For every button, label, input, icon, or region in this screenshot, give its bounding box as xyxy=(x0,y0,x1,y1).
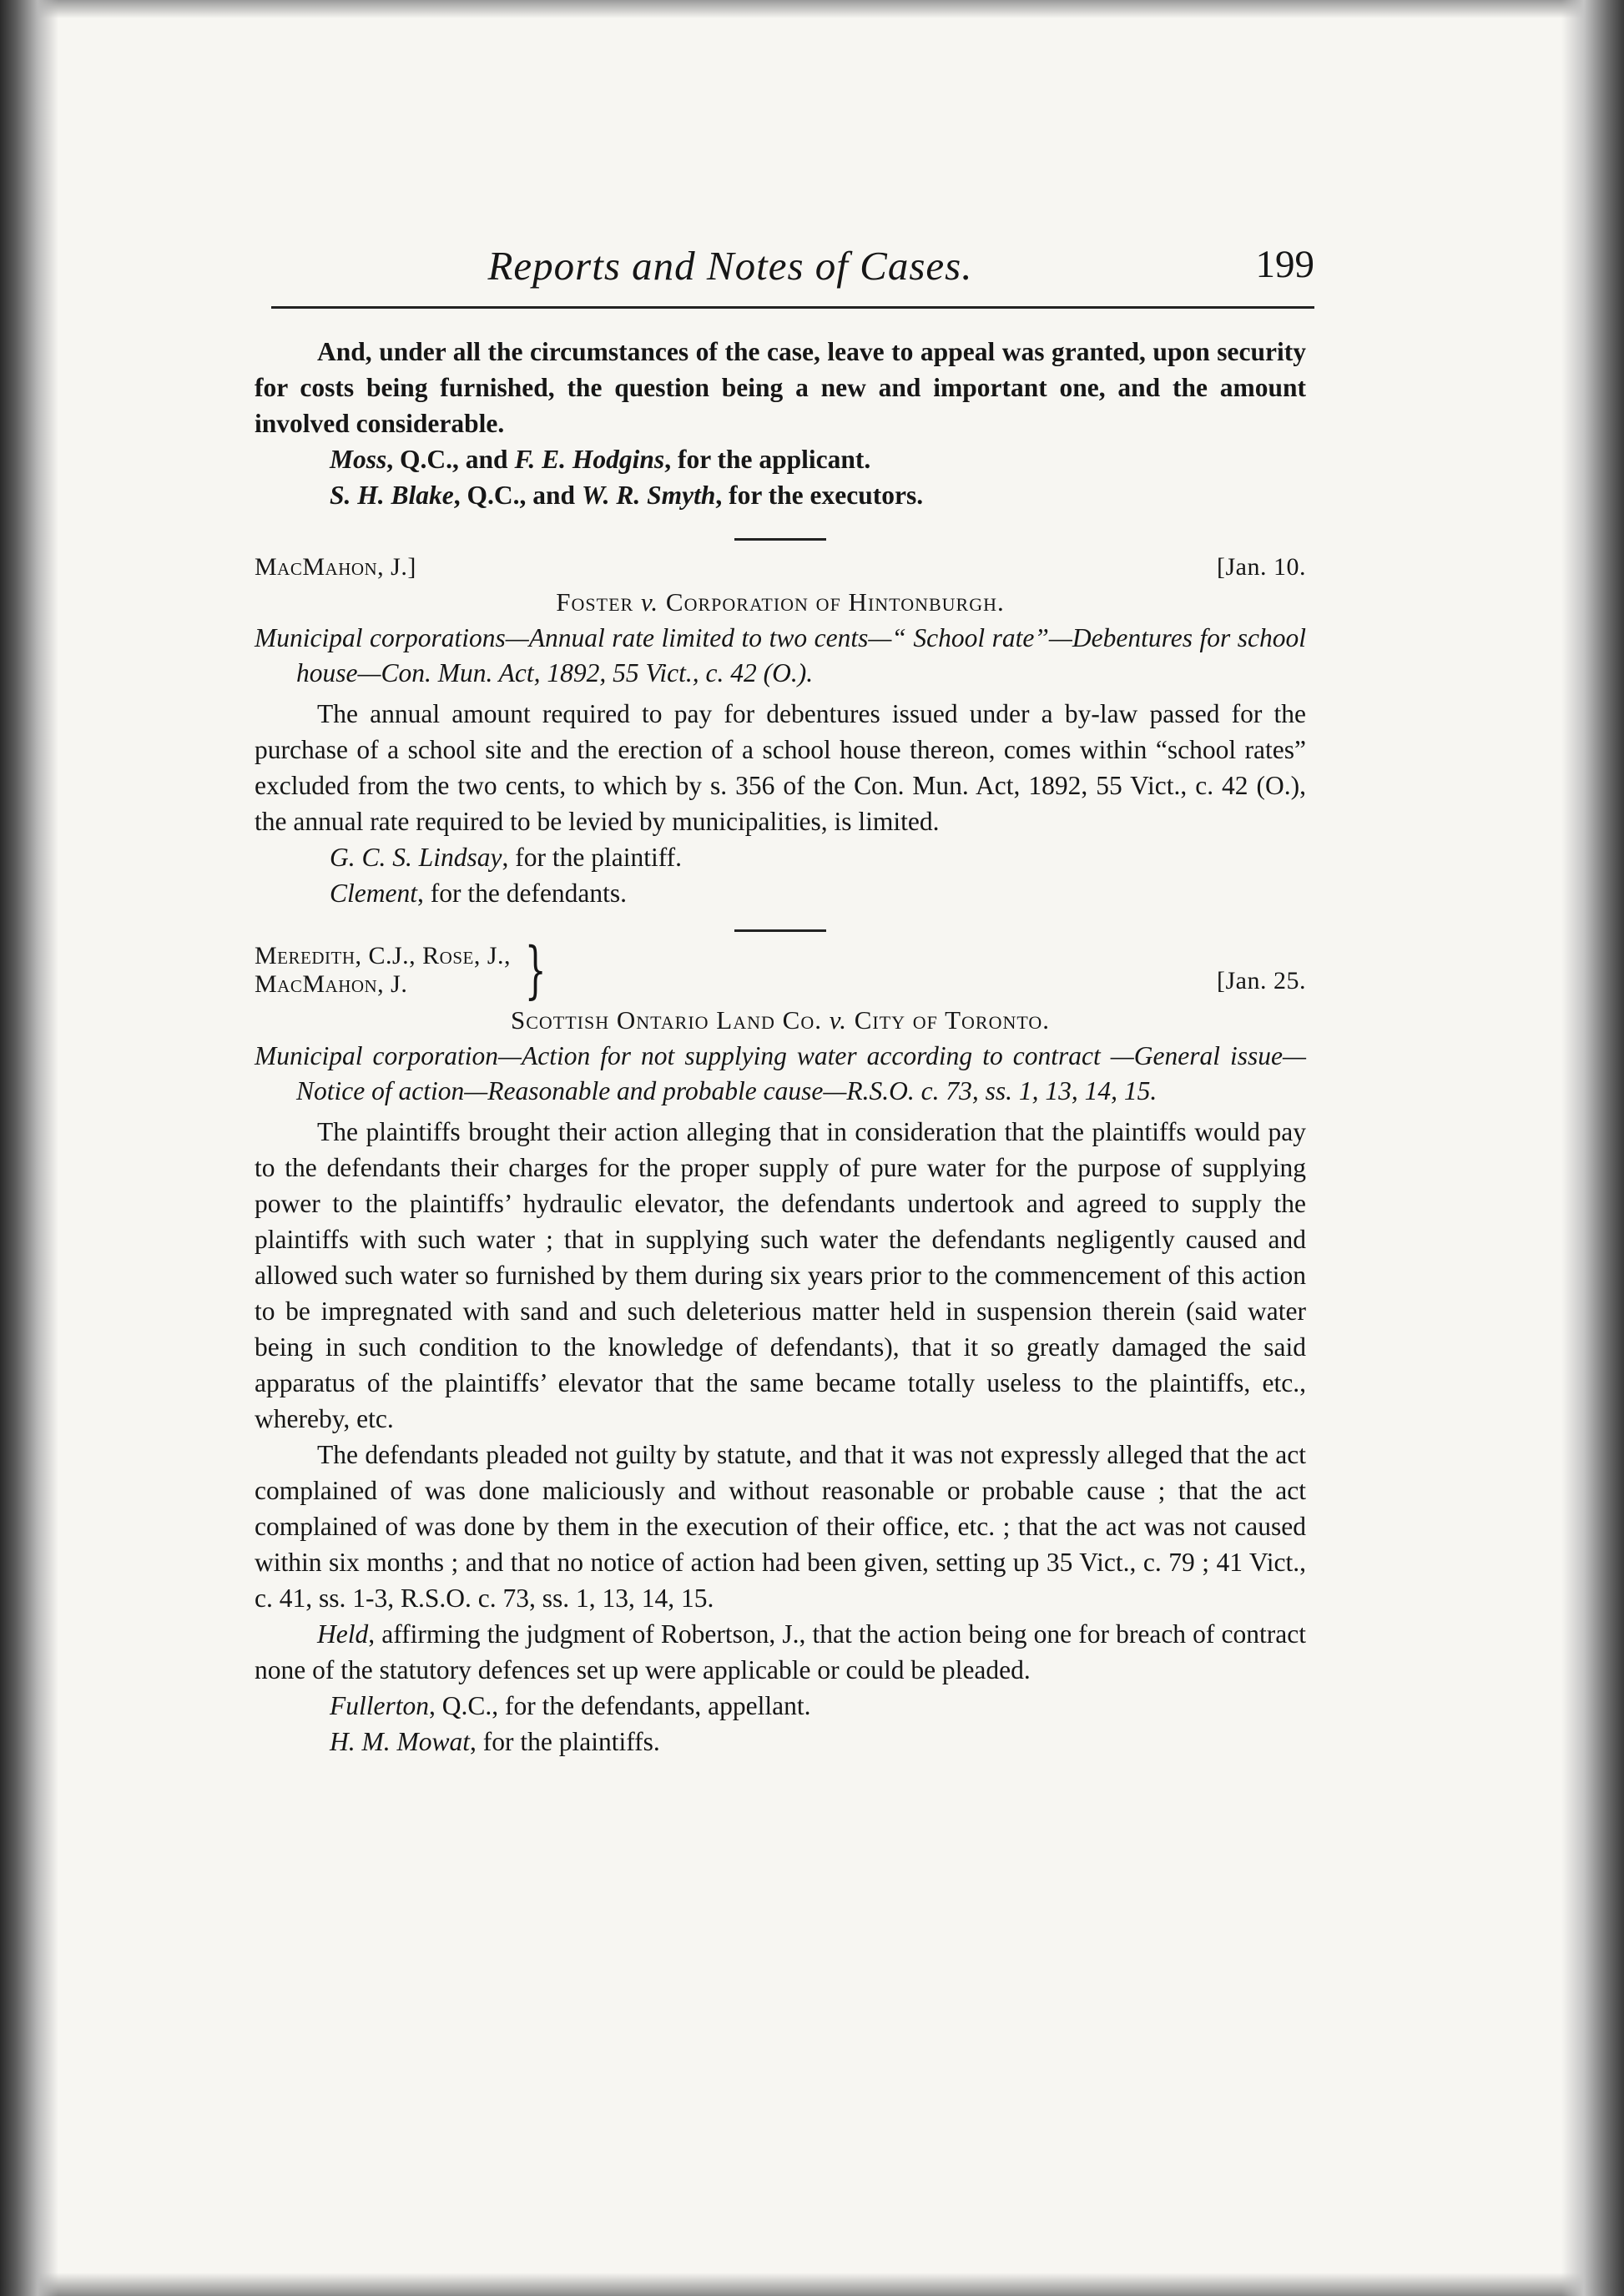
case-headnote: Municipal corporations—Annual rate limited to two cents—“ School rate”—Debentures for school house—Con. Mun. Act, 1892, 55 Vict., c. 42 (O.). xyxy=(255,623,1306,687)
page-header xyxy=(271,242,1314,309)
judge-name: MacMahon, J.] xyxy=(255,553,416,581)
held-word: Held xyxy=(317,1619,369,1649)
counsel-line: S. H. Blake, Q.C., and W. R. Smyth, for the executors. xyxy=(330,481,924,510)
case-headnote: Municipal corporation—Action for not supplying water according to contract —General issue—Notice of action—Reasonable and probable cause—R.S.O. c. 73, ss. 1, 13, 14, 15. xyxy=(255,1041,1306,1105)
case-heading-row xyxy=(255,551,1306,584)
case-body-paragraph: The annual amount required to pay for debentures issued under a by-law passed for the purchase of a school site and the erection of a school house thereon, comes within “school rates” excluded from the two cents, to which by s. 356 of the Con. Mun. Act, 1892, 55 Vict., c. 42 (O.), the annual rate required to be levied by municipalities, is limited. xyxy=(255,699,1306,836)
case-title: Scottish Ontario Land Co. v. City of Toronto. xyxy=(510,1005,1051,1035)
previous-case-section xyxy=(255,334,1306,513)
page-number: 199 xyxy=(1255,243,1314,286)
scan-edge-top xyxy=(0,0,1624,18)
case-date: [Jan. 25. xyxy=(1217,967,1306,994)
counsel-line: G. C. S. Lindsay, for the plaintiff. xyxy=(330,843,683,872)
header-rule xyxy=(271,306,1314,309)
section-divider xyxy=(734,538,826,541)
case-title: Foster v. Corporation of Hintonburgh. xyxy=(556,587,1005,617)
case-date: [Jan. 10. xyxy=(1217,553,1306,581)
counsel-line: Clement, for the defendants. xyxy=(330,879,628,908)
scan-edge-right xyxy=(1561,0,1624,2296)
scan-edge-bottom xyxy=(0,2273,1624,2296)
counsel-name: Fullerton xyxy=(330,1691,429,1720)
page-body xyxy=(255,334,1306,1760)
section-divider xyxy=(734,929,826,932)
case-foster xyxy=(255,551,1306,911)
bench-judges xyxy=(255,934,556,1006)
case-scottish-ontario xyxy=(255,934,1306,1760)
brace-symbol: } xyxy=(524,934,547,1006)
counsel-line: Fullerton, Q.C., for the defendants, appellant. xyxy=(330,1691,811,1720)
counsel-name: Clement xyxy=(330,879,417,908)
counsel-name: H. M. Mowat xyxy=(330,1727,470,1756)
previous-case-paragraph: And, under all the circumstances of the case, leave to appeal was granted, upon security for costs being furnished, the question being a new and important one, and the amount involved considerable. xyxy=(255,337,1306,438)
counsel-name: F. E. Hodgins xyxy=(514,445,665,474)
counsel-name: S. H. Blake xyxy=(330,481,454,510)
counsel-line: Moss, Q.C., and F. E. Hodgins, for the applicant. xyxy=(330,445,871,474)
case-body-paragraph: The plaintiffs brought their action alleging that in consideration that the plaintiffs would pay to the defendants their charges for the proper supply of pure water for the purpose of supplying power to the plaintiffs’ hydraulic elevator, the defendants undertook and agreed to supply the plaintiffs with such water ; that in supplying such water the defendants negligently caused and allowed such water so furnished by them during six years prior to the commencement of this action to be impregnated with sand and such deleterious matter held in suspension therein (said water being in such condition to the knowledge of defendants), that it so greatly damaged the said apparatus of the plaintiffs’ elevator that the same became totally useless to the plaintiffs, etc., whereby, etc. xyxy=(255,1117,1306,1433)
counsel-line: H. M. Mowat, for the plaintiffs. xyxy=(330,1727,660,1756)
case-heading-row xyxy=(255,934,1306,1006)
case-body-paragraph: The defendants pleaded not guilty by statute, and that it was not expressly alleged that the act complained of was done maliciously and without reasonable or probable cause ; that the act complained of was done by them in the execution of their office, etc. ; that the act was not caused within six months ; and that no notice of action had been given, setting up 35 Vict., c. 79 ; 41 Vict., c. 41, ss. 1-3, R.S.O. c. 73, ss. 1, 13, 14, 15. xyxy=(255,1440,1306,1613)
bench-line: Meredith, C.J., Rose, J., xyxy=(255,942,512,969)
case-holding: Held, affirming the judgment of Robertson, J., that the action being one for breach of contract none of the statutory defences set up were applicable or could be pleaded. xyxy=(255,1619,1306,1684)
counsel-name: W. R. Smyth xyxy=(581,481,716,510)
counsel-name: Moss xyxy=(330,445,387,474)
bench-line: MacMahon, J. xyxy=(255,970,408,998)
counsel-name: G. C. S. Lindsay xyxy=(330,843,502,872)
scan-edge-left xyxy=(0,0,58,2296)
running-title: Reports and Notes of Cases. xyxy=(487,243,973,289)
